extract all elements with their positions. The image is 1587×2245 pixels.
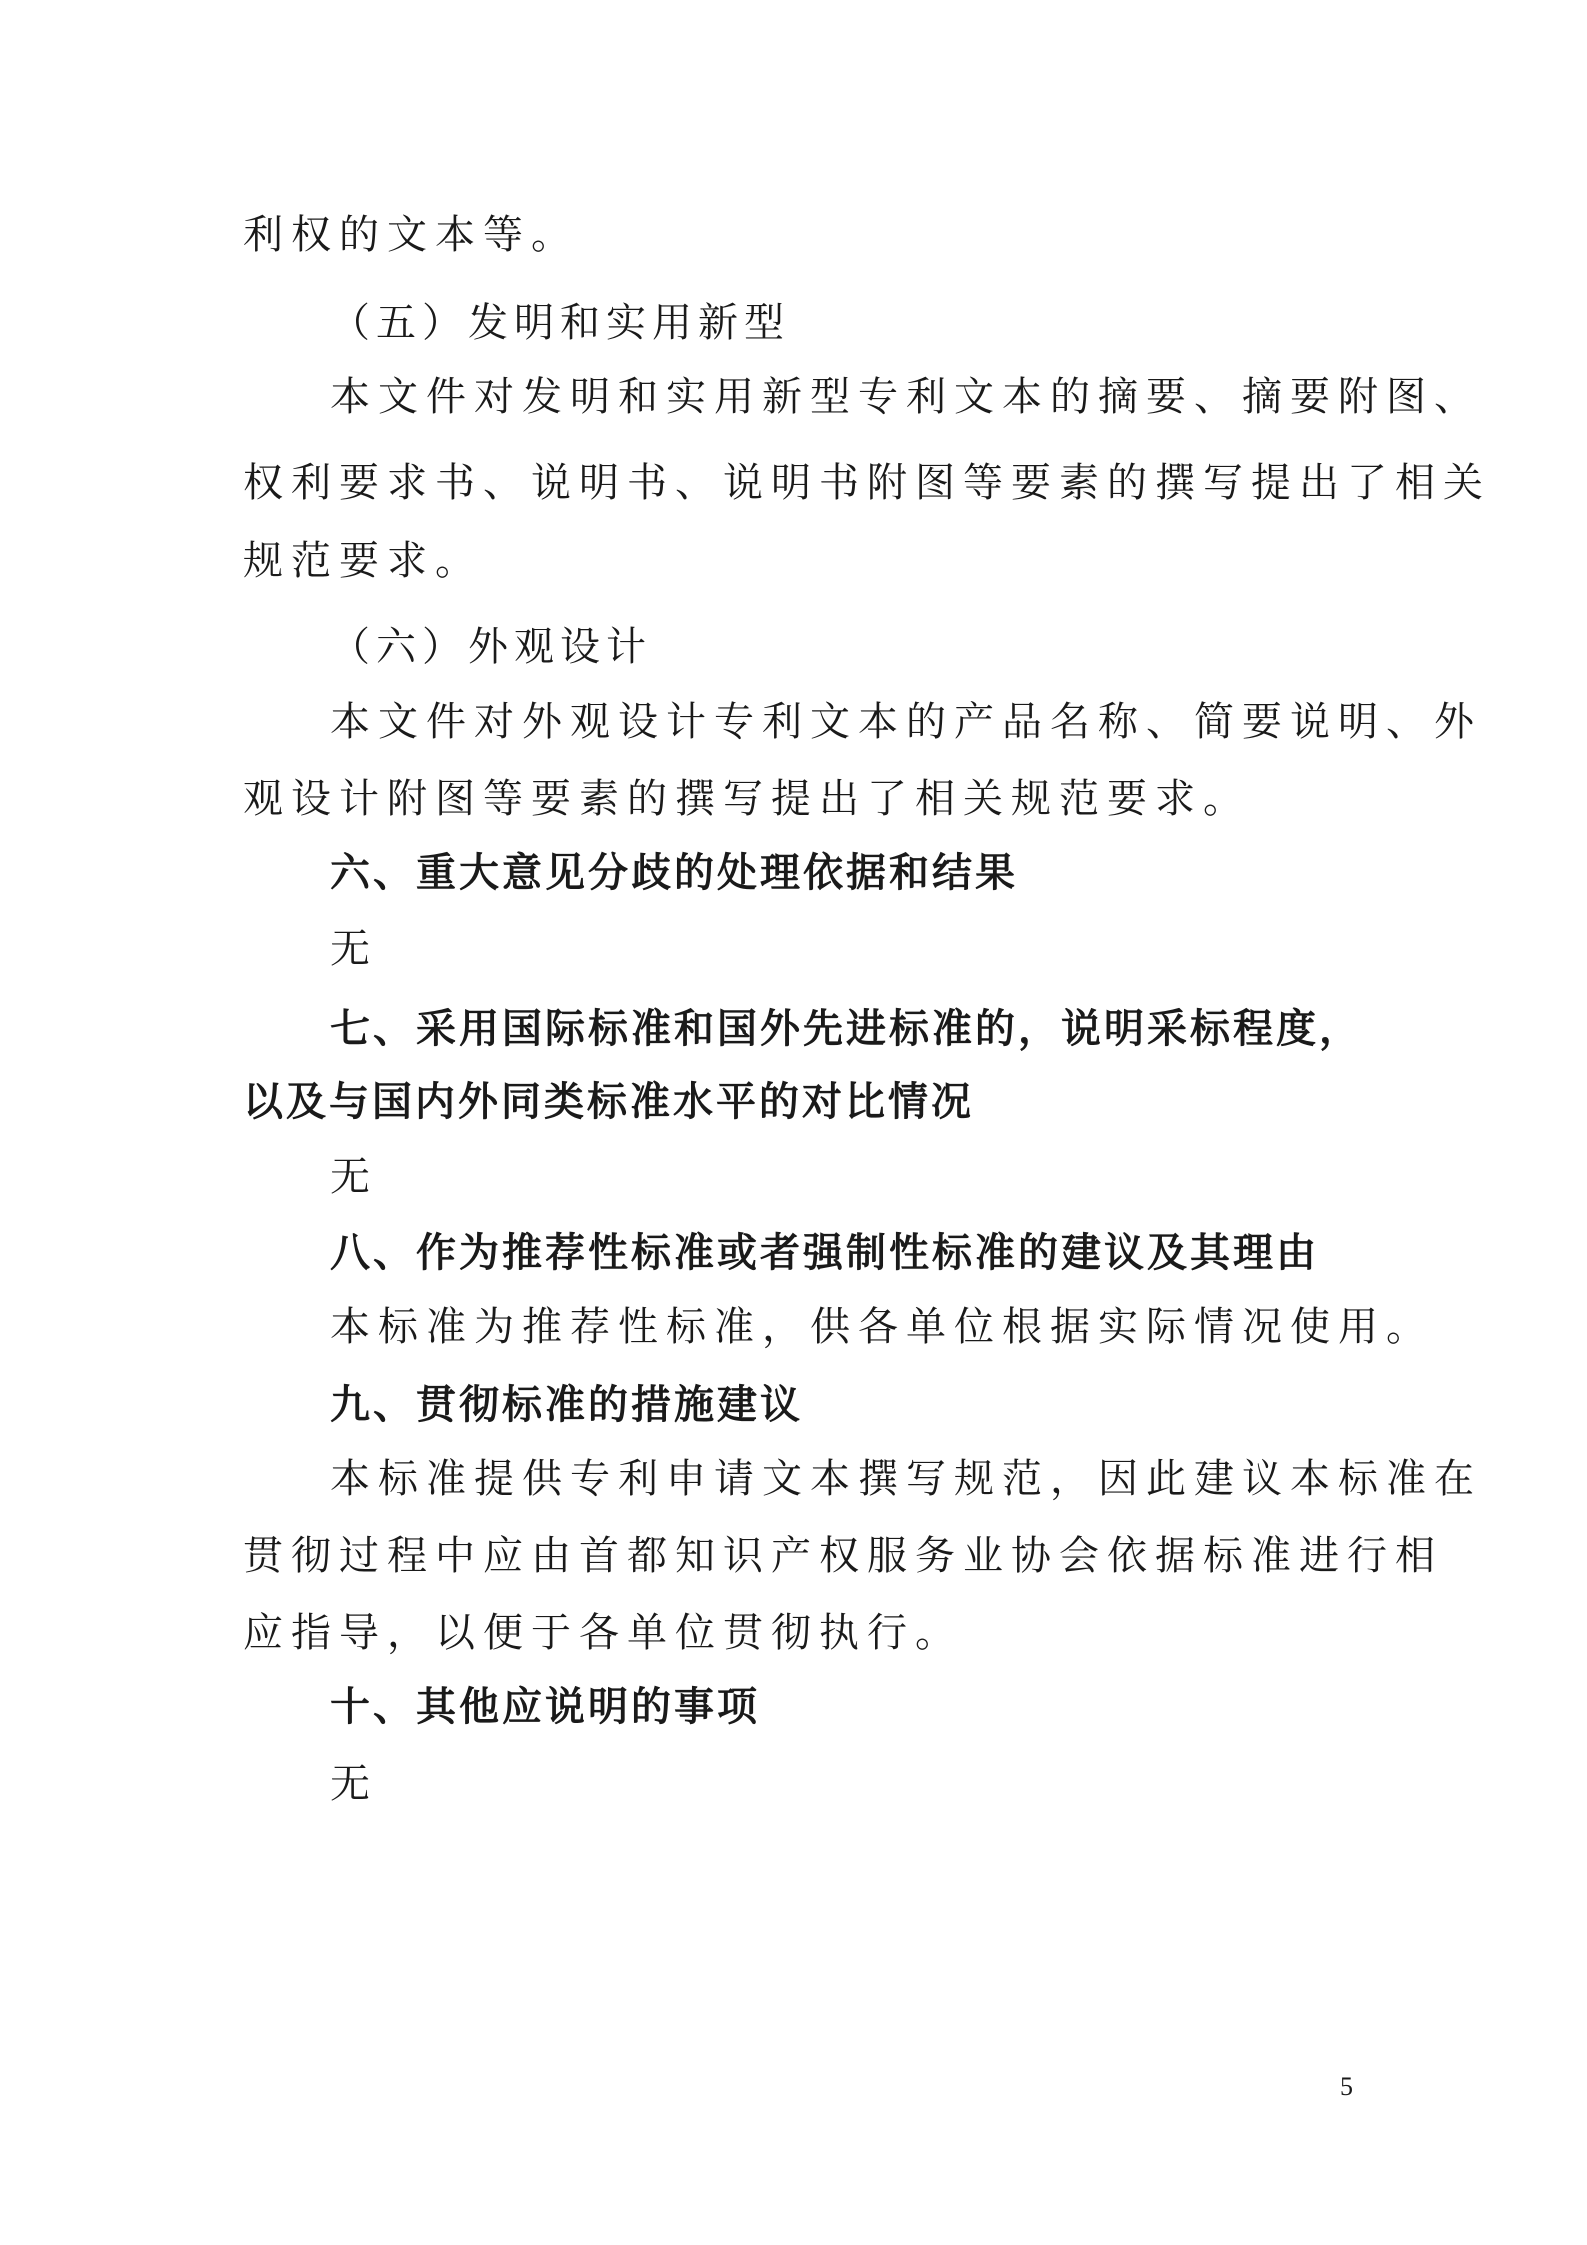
body-text-line: 无 bbox=[330, 926, 378, 972]
section-heading: 六、重大意见分歧的处理依据和结果 bbox=[330, 850, 1018, 896]
subsection-heading: （五）发明和实用新型 bbox=[330, 300, 790, 346]
body-text-line: 规范要求。 bbox=[243, 538, 483, 584]
section-heading-continued: 以及与国内外同类标准水平的对比情况 bbox=[243, 1079, 974, 1125]
body-text-line: 本标准为推荐性标准，供各单位根据实际情况使用。 bbox=[330, 1304, 1434, 1350]
body-text-line: 无 bbox=[330, 1761, 378, 1807]
section-heading: 七、采用国际标准和国外先进标准的，说明采标程度， bbox=[330, 1006, 1362, 1052]
body-text-line: 应指导，以便于各单位贯彻执行。 bbox=[243, 1610, 963, 1656]
body-text-line: 本文件对发明和实用新型专利文本的摘要、摘要附图、 bbox=[330, 374, 1482, 420]
subsection-heading: （六）外观设计 bbox=[330, 624, 652, 670]
body-text-line: 贯彻过程中应由首都知识产权服务业协会依据标准进行相 bbox=[243, 1533, 1443, 1579]
body-text-line: 观设计附图等要素的撰写提出了相关规范要求。 bbox=[243, 776, 1251, 822]
body-text-line: 无 bbox=[330, 1154, 378, 1200]
body-text-line: 本文件对外观设计专利文本的产品名称、简要说明、外 bbox=[330, 699, 1482, 745]
page-number: 5 bbox=[1340, 2072, 1353, 2101]
body-text-line: 权利要求书、说明书、说明书附图等要素的撰写提出了相关 bbox=[243, 460, 1491, 506]
section-heading: 十、其他应说明的事项 bbox=[330, 1684, 760, 1730]
section-heading: 八、作为推荐性标准或者强制性标准的建议及其理由 bbox=[330, 1230, 1319, 1276]
body-text-line: 利权的文本等。 bbox=[243, 212, 579, 258]
section-heading: 九、贯彻标准的措施建议 bbox=[330, 1382, 803, 1428]
body-text-line: 本标准提供专利申请文本撰写规范，因此建议本标准在 bbox=[330, 1456, 1482, 1502]
